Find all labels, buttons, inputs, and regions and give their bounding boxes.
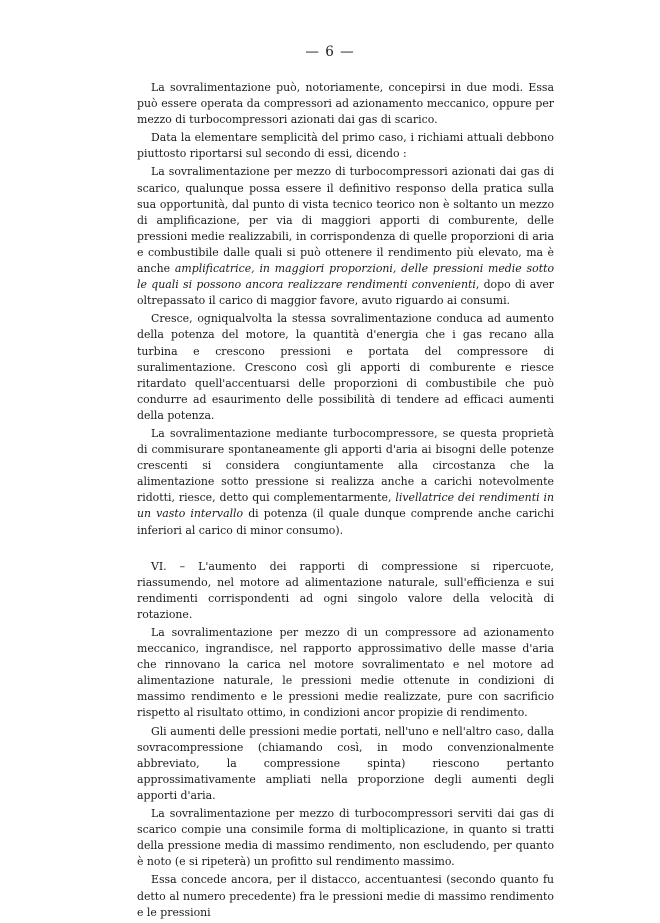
- paragraph-text: di potenza (il quale dunque comprende anche carichi inferiori al carico di minor consumo).: [137, 507, 554, 537]
- paragraph-text: Essa concede ancora, per il distacco, accentuantesi (secondo quanto fu detto al numero precedente) fra le pressioni medie di massimo rendimento e le pressioni: [137, 873, 554, 919]
- paragraph-text: Cresce, ogniqualvolta la stessa sovralimentazione conduca ad aumento della potenza del motore, la quantità d'energia che i gas recano alla turbina e crescono pressioni e portata del compressore di suralimentazione. Crescono così gli apporti di comburente e riesce ritardato quell'accentuarsi delle proporzioni di combustibile che può condurre ad esaurimento delle possibilità di tendere ad efficaci aumenti della potenza.: [137, 312, 554, 422]
- paragraph: [137, 724, 554, 804]
- paragraph: [137, 559, 554, 623]
- paragraph-text: La sovralimentazione mediante turbocompressore, se questa proprietà di commisurare spontaneamente gli apporti d'aria ai bisogni delle potenze crescenti si considera congiuntamente alla circostanza che la alimentazione sotto pressione si realizza anche a carichi notevolmente ridotti, riesce, detto qui complementarmente,: [137, 426, 554, 505]
- italic-text: livellatrice dei rendimenti in un vasto intervallo: [137, 491, 554, 521]
- paragraph-text: , dopo di aver oltrepassato il carico di maggior favore, avuto riguardo ai consumi.: [137, 278, 555, 308]
- paragraph: [137, 426, 554, 539]
- paragraph: [137, 80, 554, 128]
- paragraph: [137, 130, 554, 162]
- paragraph: [137, 311, 554, 424]
- paragraph-text: La sovralimentazione per mezzo di turbocompressori azionati dai gas di scarico, qualunque possa essere il definitivo responso della pratica sulla sua opportunità, dal punto di vista tecnico teorico non è soltanto un mezzo di amplificazione, per via di maggiori apporti di comburente, delle pressioni medie realizzabili, in corrispondenza di quelle proporzioni di aria e combustibile dalle quali si può ottenere il rendimento più elevato, ma è anche: [137, 165, 554, 276]
- paragraph-text: La sovralimentazione per mezzo di un compressore ad azionamento meccanico, ingrandisce, nel rapporto approssimativo delle masse d'aria che rinnovano la carica nel motore sovralimentato e nel motore ad alimentazione naturale, le pressioni medie ottenute in condizioni di massimo rendimento e le pressioni medie realizzate, pure con sacrificio rispetto al risultato ottimo, in condizioni ancor propizie di rendimento.: [137, 626, 554, 720]
- paragraph: [137, 806, 554, 870]
- italic-text: amplificatrice, in maggiori proporzioni, delle pressioni medie sotto le quali si possono ancora realizzare rendimenti convenienti: [137, 262, 555, 292]
- paragraph-text: VI. – L'aumento dei rapporti di compressione si ripercuote, riassumendo, nel motore ad alimentazione naturale, sull'efficienza e sui rendimenti corrispondenti ad ogni singolo valore della velocità di rotazione.: [137, 559, 554, 621]
- paragraph-text: La sovralimentazione può, notoriamente, concepirsi in due modi. Essa può essere operata da compressori ad azionamento meccanico, oppure per mezzo di turbocompressori azionati dai gas di scarico.: [137, 81, 554, 127]
- page-number: — 6 —: [305, 44, 355, 60]
- body-text: [137, 80, 554, 923]
- paragraph: [137, 872, 554, 920]
- paragraph-text: La sovralimentazione per mezzo di turbocompressori serviti dai gas di scarico compie una consimile forma di moltiplicazione, in quanto si tratti della pressione media di massimo rendimento, non escludendo, per quanto è noto (e si ripeterà) un profitto sul rendimento massimo.: [137, 807, 554, 869]
- paragraph: [137, 164, 554, 309]
- paragraph: [137, 625, 554, 722]
- paragraph-text: Gli aumenti delle pressioni medie portati, nell'uno e nell'altro caso, dalla sovracompressione (chiamando così, in modo convenzionalmente abbreviato, la compressione spinta) riescono pertanto approssimativamente ampliati nella proporzione degli aumenti degli apporti d'aria.: [137, 724, 554, 802]
- paragraph-text: Data la elementare semplicità del primo caso, i richiami attuali debbono piuttosto riportarsi sul secondo di essi, dicendo :: [137, 131, 554, 161]
- section-break: [137, 541, 554, 559]
